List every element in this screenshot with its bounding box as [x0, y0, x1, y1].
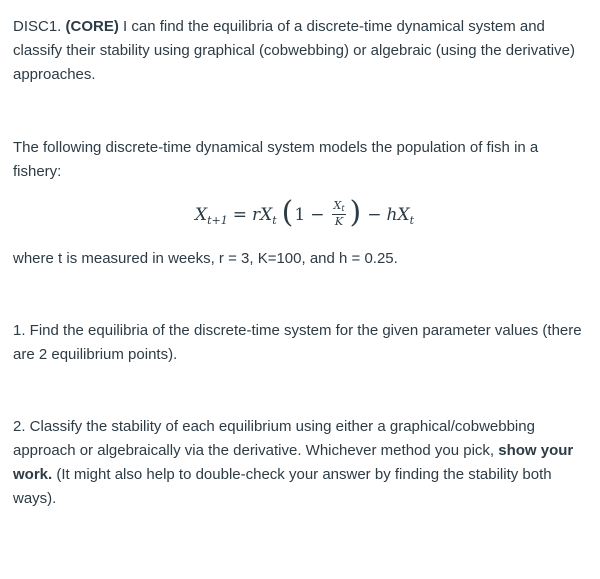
eq-coef-h: h: [386, 205, 398, 225]
core-label: (CORE): [65, 18, 119, 35]
eq-equals: =: [232, 205, 247, 225]
objective-code: DISC1.: [13, 18, 62, 35]
eq-sub-t: t: [272, 213, 277, 227]
eq-one: 1: [294, 205, 306, 225]
parameters-paragraph: where t is measured in weeks, r = 3, K=100, and h = 0.25.: [13, 250, 398, 267]
eq-var-x-2: X: [397, 205, 410, 225]
question-2-text-b: (It might also help to double-check your answer by finding the stability both ways).: [13, 466, 552, 507]
eq-open-paren: (: [281, 195, 294, 230]
eq-lhs-var: X: [195, 205, 208, 225]
eq-frac-num-var: X: [333, 199, 342, 212]
question-2-text-a: 2. Classify the stability of each equilibrium using either a graphical/cobwebbing approach or algebraically via the derivative. Whichever method you pick,: [13, 418, 535, 459]
objective-paragraph: [13, 15, 588, 87]
question-2: [13, 415, 588, 511]
eq-fraction: [332, 200, 345, 228]
eq-minus-2: −: [367, 205, 382, 225]
eq-var-x: X: [260, 205, 273, 225]
eq-coef-r: r: [252, 205, 261, 225]
model-equation: [13, 192, 588, 238]
eq-frac-den: K: [334, 215, 344, 228]
eq-lhs-sub: t+1: [207, 213, 228, 227]
objective-text: I can find the equilibria of a discrete-time dynamical system and classify their stability using graphical (cobwebbing) or algebraic (using the derivative) approaches.: [13, 18, 575, 83]
eq-close-paren: ): [349, 195, 362, 230]
question-1: 1. Find the equilibria of the discrete-time system for the given parameter values (there are 2 equilibrium points).: [13, 322, 582, 363]
content-area: [13, 0, 591, 579]
eq-sub-t-2: t: [409, 213, 414, 227]
eq-frac-num-sub: t: [341, 204, 345, 213]
question-2-bold: show your work.: [13, 442, 574, 483]
eq-minus: −: [310, 205, 325, 225]
intro-paragraph: The following discrete-time dynamical system models the population of fish in a fishery:: [13, 139, 539, 180]
